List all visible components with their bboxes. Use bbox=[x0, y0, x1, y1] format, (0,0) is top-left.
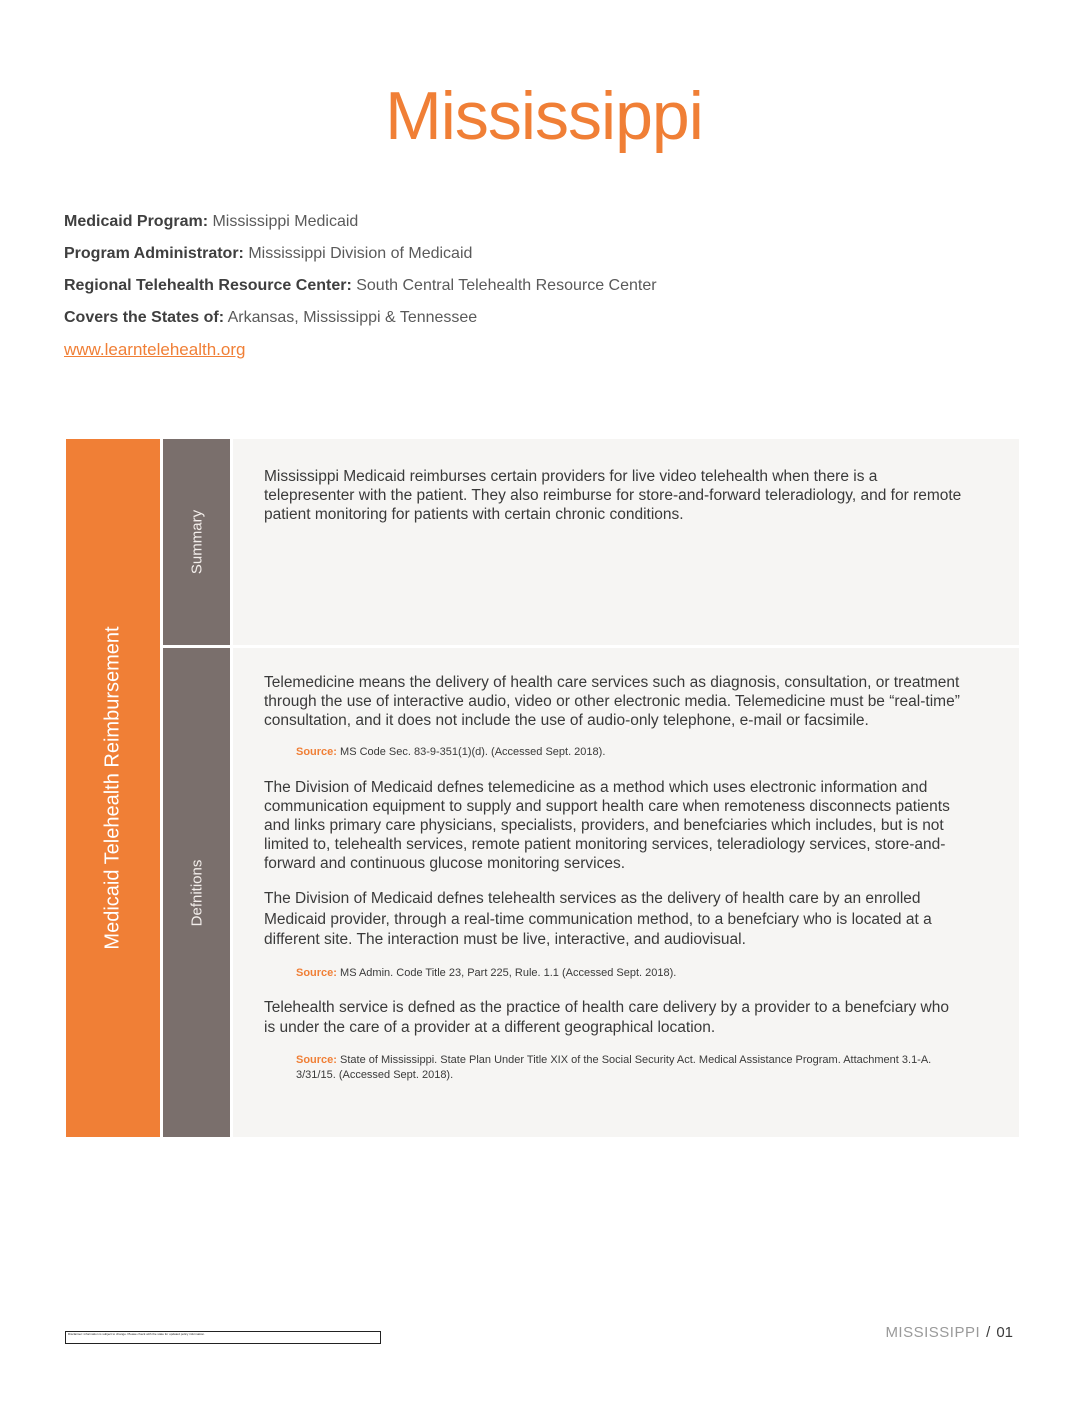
disclaimer-text: Disclaimer: information is subject to change. Please check with the state for updated policy information. bbox=[68, 1332, 205, 1336]
program-info bbox=[64, 212, 657, 372]
definitions-label-cell bbox=[163, 648, 230, 1137]
covers-row bbox=[64, 308, 657, 340]
page-footer bbox=[885, 1324, 1013, 1341]
program-admin-row bbox=[64, 244, 657, 276]
rtrc-row bbox=[64, 276, 657, 308]
page-number: 01 bbox=[996, 1324, 1013, 1341]
medicaid-program-row bbox=[64, 212, 657, 244]
medicaid-program-value: Mississippi Medicaid bbox=[208, 213, 359, 230]
source-label: Source: bbox=[296, 966, 337, 979]
section-label: Medicaid Telehealth Reimbursement bbox=[101, 626, 124, 950]
summary-text: Mississippi Medicaid reimburses certain providers for live video telehealth when there is a telepresenter with the patient. They also reimburse for store-and-forward teleradiology, and for remote patient monitoring for patients with certain chronic conditions. bbox=[264, 468, 962, 523]
definitions-label: Defnitions bbox=[188, 859, 205, 926]
rtrc-value: South Central Telehealth Resource Center bbox=[351, 277, 657, 294]
source-citation bbox=[296, 745, 964, 760]
source-text: State of Mississippi. State Plan Under Title XIX of the Social Security Act. Medical Assistance Program. Attachment 3.1-A. 3/31/15. (Accessed Sept. 2018). bbox=[296, 1053, 932, 1081]
definitions-content-cell bbox=[233, 648, 1019, 1137]
source-citation bbox=[296, 1053, 964, 1083]
footer-separator: / bbox=[986, 1324, 991, 1341]
source-text: MS Code Sec. 83-9-351(1)(d). (Accessed Sept. 2018). bbox=[336, 746, 606, 758]
source-text: MS Admin. Code Title 23, Part 225, Rule. 1.1 (Accessed Sept. 2018). bbox=[336, 966, 677, 979]
website-row bbox=[64, 340, 657, 372]
medicaid-program-label: Medicaid Program: bbox=[64, 213, 209, 230]
disclaimer-box bbox=[65, 1331, 381, 1344]
definition-paragraph: Telemedicine means the delivery of health care services such as diagnosis, consultation, or treatment through the use of interactive audio, video or other electronic media. Telemedicine must be “real-time” consultation, and it does not include the use of audio-only telephone, e-mail or facsimile. bbox=[264, 674, 960, 729]
section-sidebar bbox=[66, 439, 160, 1137]
page-title: Mississippi bbox=[385, 78, 703, 154]
definition-paragraph: The Division of Medicaid defnes telehealth services as the delivery of health care by an enrolled Medicaid provider, through a real-time communication method, to a benefciary who is located at a different site. The interaction must be live, interactive, and audiovisual. bbox=[264, 890, 932, 948]
source-label: Source: bbox=[296, 1053, 337, 1066]
reimbursement-table bbox=[66, 439, 1019, 1137]
summary-label-cell bbox=[163, 439, 230, 645]
definition-paragraph: Telehealth service is defned as the practice of health care delivery by a provider to a benefciary who is under the care of a provider at a different geographical location. bbox=[264, 998, 949, 1036]
covers-label: Covers the States of: bbox=[64, 309, 225, 326]
source-citation bbox=[296, 966, 964, 981]
definition-paragraph: The Division of Medicaid defnes telemedicine as a method which uses electronic information and communication equipment to supply and support health care when remoteness disconnects patients and links primary care physicians, specialists, providers, and benefciaries which includes, but is not limited to, telehealth services, remote patient monitoring services, teleradiology services, store-and-forward and continuous glucose monitoring services. bbox=[264, 779, 950, 872]
footer-state: MISSISSIPPI bbox=[885, 1324, 981, 1341]
rtrc-label: Regional Telehealth Resource Center: bbox=[64, 277, 352, 294]
program-admin-value: Mississippi Division of Medicaid bbox=[243, 245, 473, 262]
website-link[interactable]: www.learntelehealth.org bbox=[64, 340, 246, 359]
covers-value: Arkansas, Mississippi & Tennessee bbox=[224, 309, 478, 326]
program-admin-label: Program Administrator: bbox=[64, 245, 244, 262]
summary-label: Summary bbox=[188, 509, 205, 575]
source-label: Source: bbox=[296, 746, 337, 758]
summary-content-cell bbox=[233, 439, 1019, 645]
